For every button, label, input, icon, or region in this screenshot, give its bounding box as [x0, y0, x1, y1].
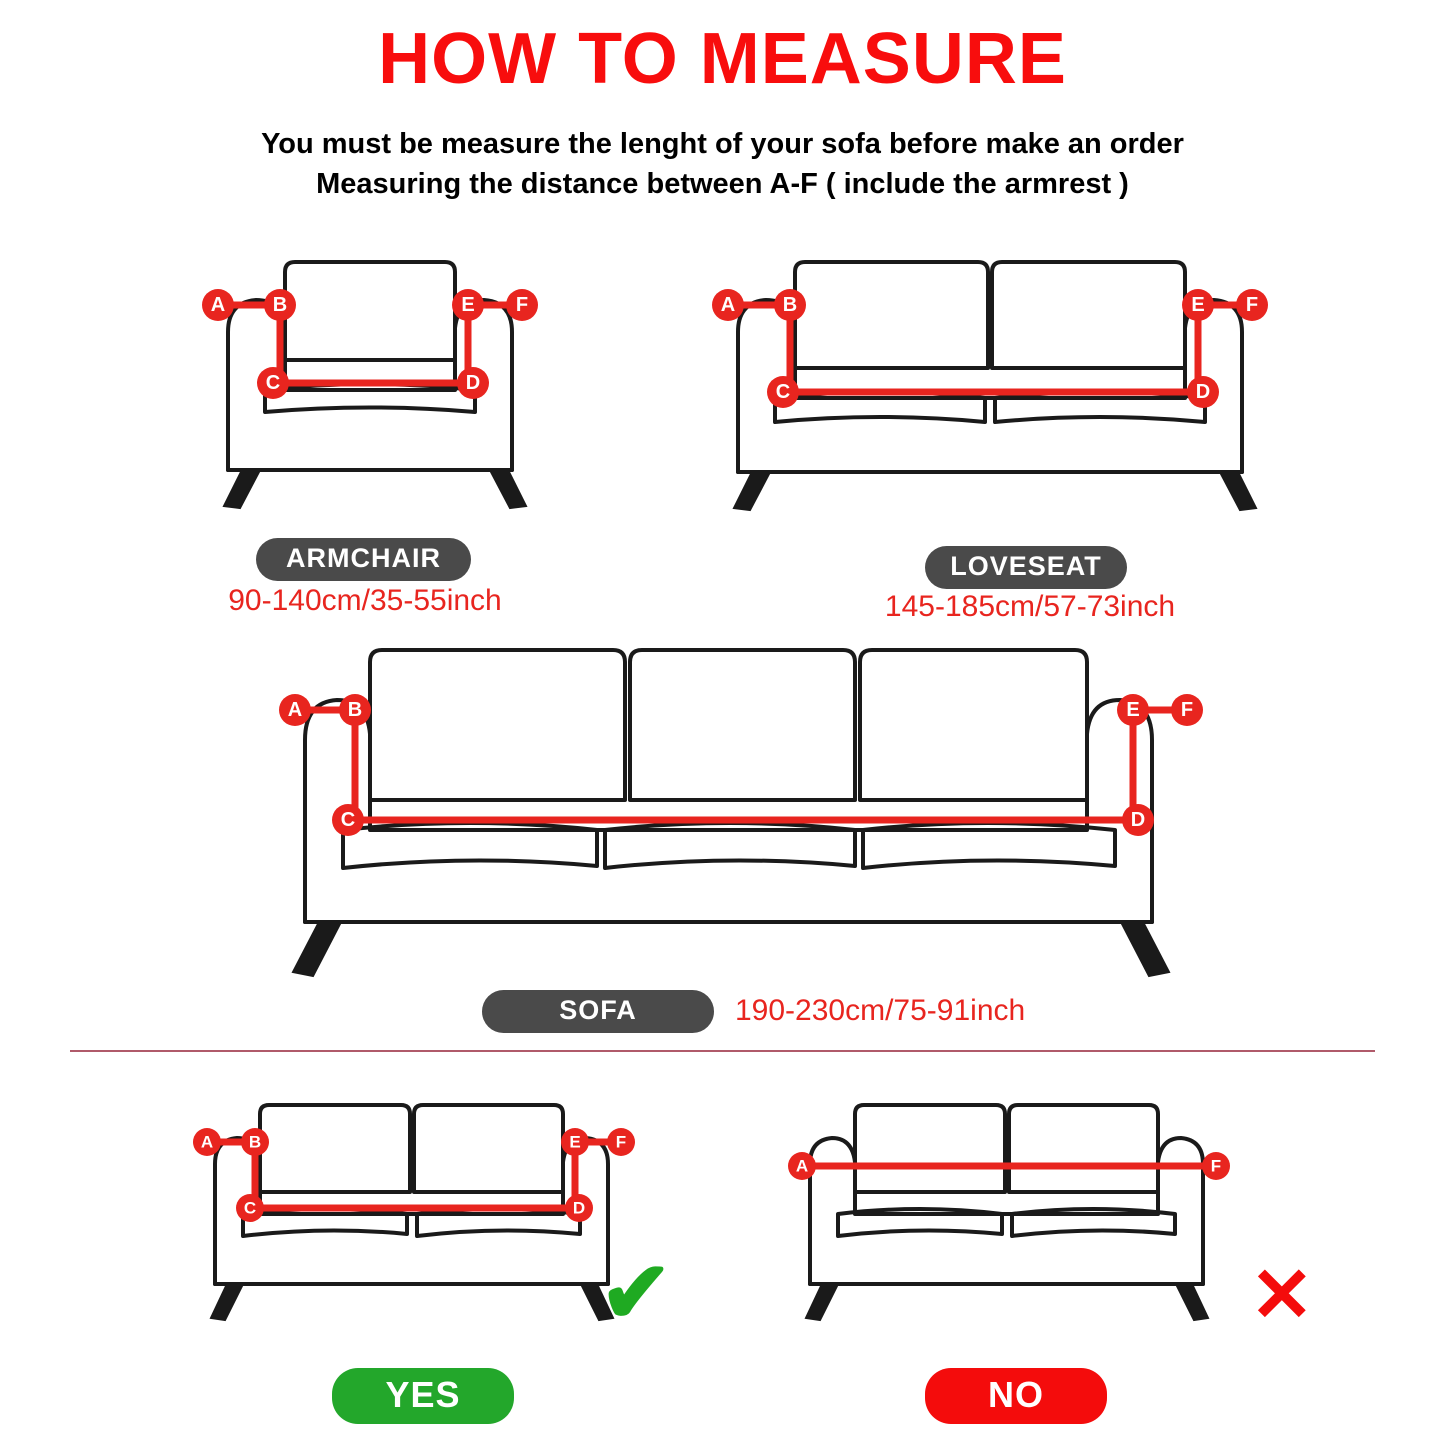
svg-text:C: C	[340, 809, 356, 831]
armchair-dimension: 90-140cm/35-55inch	[228, 584, 502, 617]
svg-text:D: D	[1130, 809, 1146, 831]
svg-text:A: A	[210, 294, 226, 316]
svg-text:E: E	[569, 1132, 581, 1152]
svg-text:D: D	[572, 1198, 586, 1218]
sofa-dimension: 190-230cm/75-91inch	[735, 994, 1026, 1027]
section-divider	[70, 1050, 1375, 1052]
incorrect-measurement-figure	[780, 1088, 1250, 1328]
svg-text:B: B	[347, 699, 363, 721]
svg-text:C: C	[265, 372, 281, 394]
correct-measurement-figure	[185, 1088, 655, 1328]
svg-text:A: A	[795, 1156, 809, 1176]
subtitle-line-1: You must be measure the lenght of your sofa before make an order	[261, 128, 1184, 160]
svg-text:F: F	[515, 294, 529, 316]
subtitle-line-2: Measuring the distance between A-F ( include the armrest )	[316, 168, 1129, 200]
svg-text:E: E	[1191, 294, 1205, 316]
armchair-label: ARMCHAIR	[256, 538, 471, 581]
svg-text:A: A	[287, 699, 303, 721]
sofa-figure	[275, 630, 1205, 990]
svg-text:B: B	[272, 294, 288, 316]
loveseat-figure	[700, 240, 1300, 520]
svg-text:C: C	[243, 1198, 257, 1218]
cross-mark-icon: ✕	[1250, 1253, 1314, 1338]
svg-text:E: E	[1126, 699, 1140, 721]
svg-text:D: D	[465, 372, 481, 394]
svg-text:F: F	[615, 1132, 627, 1152]
check-mark-icon: ✔	[600, 1245, 673, 1341]
loveseat-dimension: 145-185cm/57-73inch	[884, 590, 1176, 623]
svg-text:C: C	[775, 381, 791, 403]
page-title: HOW TO MEASURE	[378, 19, 1067, 99]
svg-text:F: F	[1180, 699, 1194, 721]
svg-text:F: F	[1210, 1156, 1222, 1176]
svg-text:E: E	[461, 294, 475, 316]
svg-text:F: F	[1245, 294, 1259, 316]
svg-text:B: B	[248, 1132, 262, 1152]
svg-text:A: A	[200, 1132, 214, 1152]
svg-text:B: B	[782, 294, 798, 316]
sofa-label: SOFA	[482, 990, 714, 1033]
no-label: NO	[925, 1368, 1107, 1424]
svg-text:A: A	[720, 294, 736, 316]
loveseat-label: LOVESEAT	[925, 546, 1127, 589]
svg-text:D: D	[1195, 381, 1211, 403]
yes-label: YES	[332, 1368, 514, 1424]
armchair-figure	[190, 240, 560, 520]
